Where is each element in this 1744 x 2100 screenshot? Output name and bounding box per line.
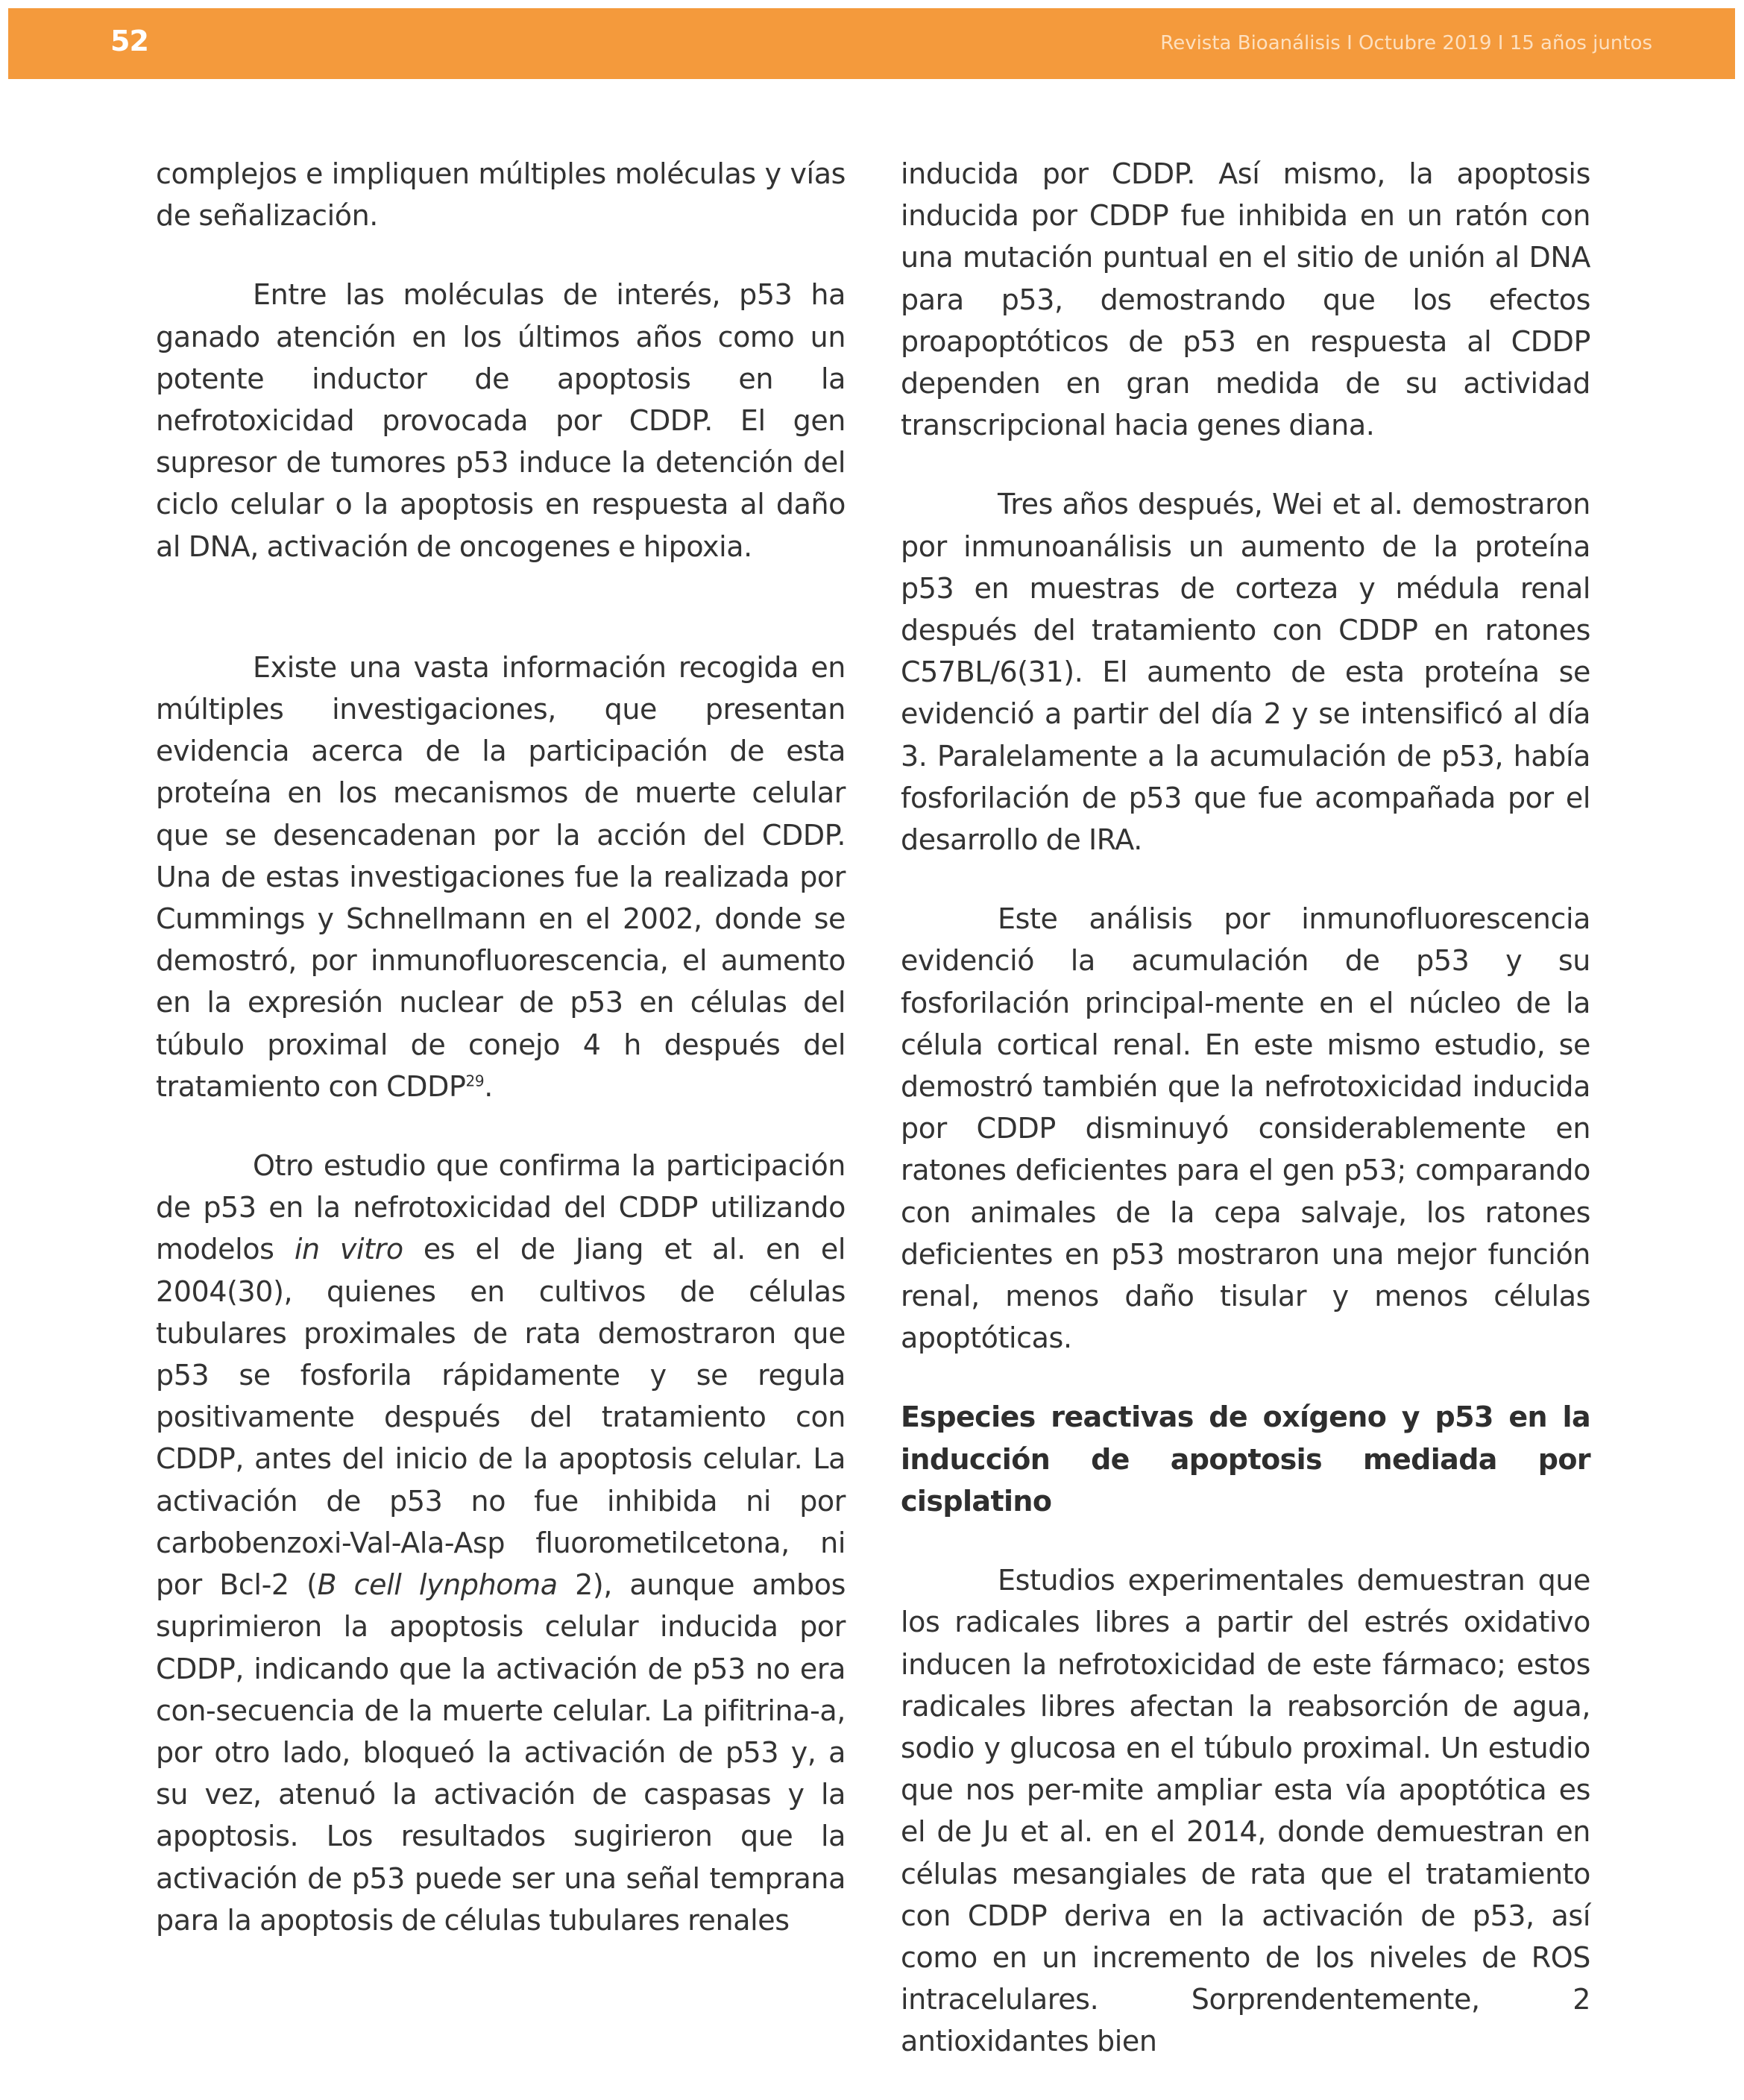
paragraph-text: 2), aunque ambos suprimieron la apoptosis celular inducida por CDDP, indicando que la activación de p53 no era con-secuencia de la muerte celular. La pifitrina-a, por otro lado, bloqueó la activación de p53 y, a su vez, atenuó la activación de caspasas y la apoptosis. Los resultados sugirieron que la activación de p53 puede ser una señal temprana para la apoptosis de células tubulares renales — [156, 1568, 846, 1937]
paragraph — [156, 1145, 846, 1941]
paragraph-text: . — [484, 1069, 493, 1103]
paragraph: Entre las moléculas de interés, p53 ha ganado atención en los últimos años como un potente inductor de apoptosis en la nefrotoxicidad provocada por CDDP. El gen supresor de tumores p53 induce la detención del ciclo celular o la apoptosis en respuesta al daño al DNA, activación de oncogenes e hipoxia. — [156, 278, 846, 563]
paragraph — [156, 647, 846, 1107]
running-head: Revista Bioanálisis I Octubre 2019 I 15 años juntos — [1160, 32, 1652, 54]
paragraph: complejos e impliquen múltiples moléculas y vías de señalización. — [156, 157, 846, 233]
paragraph-text: Existe una vasta información recogida en múltiples investigaciones, que presentan evidencia acerca de la participación de esta proteína en los mecanismos de muerte celular que se desencadenan por la acción del CDDP. Una de estas investigaciones fue la realizada por Cummings y Schnellmann en el 2002, donde se demostró, por inmunofluorescencia, el aumento en la expresión nuclear de p53 en células del túbulo proximal de conejo 4 h después del tratamiento con CDDP — [156, 650, 846, 1103]
right-column — [901, 153, 1590, 2100]
left-column — [156, 153, 846, 1978]
header-bar — [8, 8, 1735, 79]
italic-term: B cell lynphoma — [317, 1568, 558, 1602]
paragraph: Tres años después, Wei et al. demostraron por inmunoanálisis un aumento de la proteína p53 en muestras de corteza y médula renal después del tratamiento con CDDP en ratones C57BL/6(31). El aumento de esta proteína se evidenció a partir del día 2 y se intensificó al día 3. Paralelamente a la acumulación de p53, había fosforilación de p53 que fue acompañada por el desarrollo de IRA. — [901, 488, 1590, 857]
paragraph-text: Otro estudio que confirma la participación de p53 en la nefrotoxicidad del CDDP utilizando modelos — [156, 1149, 846, 1266]
section-heading: Especies reactivas de oxígeno y p53 en la inducción de apoptosis mediada por cisplatino — [901, 1400, 1590, 1518]
italic-term: in vitro — [294, 1233, 403, 1266]
paragraph-text: es el de Jiang et al. en el 2004(30), quienes en cultivos de células tubulares proximales de rata demostraron que p53 se fosforila rápidamente y se regula positivamente después del tratamiento con CDDP, antes del inicio de la apoptosis celular. La activación de p53 no fue inhibida ni por carbobenzoxi-Val-Ala-Asp fluorometilcetona, ni por Bcl-2 ( — [156, 1233, 846, 1602]
footnote-reference: 29 — [465, 1072, 485, 1090]
paragraph: Estudios experimentales demuestran que los radicales libres a partir del estrés oxidativo inducen la nefrotoxicidad de este fármaco; estos radicales libres afectan la reabsorción de agua, sodio y glucosa en el túbulo proximal. Un estudio que nos per-mite ampliar esta vía apoptótica es el de Ju et al. en el 2014, donde demuestran en células mesangiales de rata que el tratamiento con CDDP deriva en la activación de p53, así como en un incremento de los niveles de ROS intracelulares. Sorprendentemente, 2 antioxidantes bien — [901, 1564, 1590, 2058]
paragraph: inducida por CDDP. Así mismo, la apoptosis inducida por CDDP fue inhibida en un ratón con una mutación puntual en el sitio de unión al DNA para p53, demostrando que los efectos proapoptóticos de p53 en respuesta al CDDP dependen en gran medida de su actividad transcripcional hacia genes diana. — [901, 157, 1590, 442]
page-number: 52 — [110, 25, 148, 57]
paragraph: Este análisis por inmunofluorescencia evidenció la acumulación de p53 y su fosforilación principal-mente en el núcleo de la célula cortical renal. En este mismo estudio, se demostró también que la nefrotoxicidad inducida por CDDP disminuyó considerablemente en ratones deficientes para el gen p53; comparando con animales de la cepa salvaje, los ratones deficientes en p53 mostraron una mejor función renal, menos daño tisular y menos células apoptóticas. — [901, 902, 1590, 1355]
